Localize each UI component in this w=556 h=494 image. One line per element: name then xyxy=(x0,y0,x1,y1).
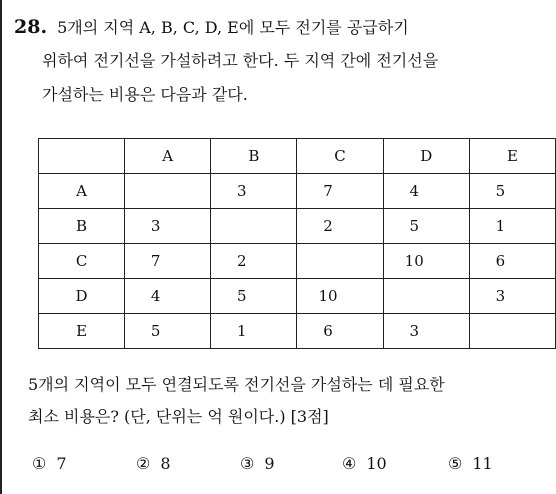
question-condition xyxy=(28,369,548,433)
question-text-line-1: 5개의 지역 A, B, C, D, E에 모두 전기를 공급하기 xyxy=(57,18,409,37)
question-line-1 xyxy=(14,10,544,44)
cell-value: 2 xyxy=(237,252,247,270)
cell-value: 4 xyxy=(150,287,161,305)
row-header: A xyxy=(39,174,125,209)
table-cell xyxy=(211,279,297,314)
table-row xyxy=(39,279,556,314)
cell-value: 1 xyxy=(495,217,506,235)
cell-value: 10 xyxy=(404,252,424,270)
choice-number: ① xyxy=(32,454,47,473)
cell-value: 5 xyxy=(495,182,506,200)
row-header: E xyxy=(39,314,125,349)
table-cell xyxy=(383,174,469,209)
table-cell xyxy=(383,314,469,349)
cell-value: 5 xyxy=(237,287,247,305)
table-cell xyxy=(211,209,297,244)
table-cell xyxy=(125,314,211,349)
question-number: 28. xyxy=(14,16,48,38)
table-cell xyxy=(297,174,383,209)
choice-1[interactable] xyxy=(32,448,67,480)
table-cell xyxy=(125,244,211,279)
choice-value: 8 xyxy=(160,454,171,473)
cell-value: 3 xyxy=(150,217,161,235)
cell-value: 5 xyxy=(150,322,161,340)
row-header: C xyxy=(39,244,125,279)
question-text-line-2: 위하여 전기선을 가설하려고 한다. 두 지역 간에 전기선을 xyxy=(42,51,439,70)
row-header: B xyxy=(39,209,125,244)
cell-value: 6 xyxy=(323,322,333,340)
table-row xyxy=(39,174,556,209)
table-cell xyxy=(211,314,297,349)
cell-value: 7 xyxy=(150,252,161,270)
choice-3[interactable] xyxy=(240,448,275,480)
choice-value: 9 xyxy=(264,454,275,473)
table-corner-cell xyxy=(39,139,125,174)
choice-number: ③ xyxy=(240,454,255,473)
table-cell xyxy=(297,314,383,349)
table-row xyxy=(39,244,556,279)
table-cell xyxy=(125,174,211,209)
question-text-line-3: 가설하는 비용은 다음과 같다. xyxy=(42,85,248,104)
column-header: C xyxy=(297,139,383,174)
table-cell xyxy=(297,244,383,279)
table-cell xyxy=(383,279,469,314)
question-stem xyxy=(14,10,544,112)
column-header: A xyxy=(125,139,211,174)
table-row xyxy=(39,209,556,244)
row-header: D xyxy=(39,279,125,314)
table-cell xyxy=(297,209,383,244)
table-cell xyxy=(469,174,555,209)
table-cell xyxy=(383,244,469,279)
choice-4[interactable] xyxy=(342,448,387,480)
table-cell xyxy=(211,174,297,209)
column-header: D xyxy=(383,139,469,174)
column-header: B xyxy=(211,139,297,174)
table-cell xyxy=(469,279,555,314)
cell-value: 10 xyxy=(318,287,338,305)
table-row xyxy=(39,314,556,349)
answer-choices xyxy=(32,448,552,480)
column-header: E xyxy=(469,139,555,174)
cell-value: 3 xyxy=(409,322,419,340)
choice-number: ② xyxy=(136,454,151,473)
cell-value: 3 xyxy=(237,182,247,200)
choice-number: ④ xyxy=(342,454,357,473)
choice-value: 7 xyxy=(56,454,67,473)
table-cell xyxy=(297,279,383,314)
cost-table xyxy=(38,138,556,349)
choice-2[interactable] xyxy=(136,448,171,480)
choice-value: 10 xyxy=(366,454,387,473)
table-cell xyxy=(469,209,555,244)
table-cell xyxy=(469,244,555,279)
table-cell xyxy=(383,209,469,244)
cell-value: 4 xyxy=(409,182,419,200)
table-header-row xyxy=(39,139,556,174)
cell-value: 1 xyxy=(237,322,247,340)
left-border-line xyxy=(0,0,2,494)
cell-value: 5 xyxy=(409,217,419,235)
choice-number: ⑤ xyxy=(448,454,463,473)
cell-value: 2 xyxy=(323,217,333,235)
condition-line-1: 5개의 지역이 모두 연결되도록 전기선을 가설하는 데 필요한 xyxy=(28,375,445,394)
cell-value: 7 xyxy=(323,182,333,200)
condition-line-2: 최소 비용은? (단, 단위는 억 원이다.) [3점] xyxy=(28,407,329,426)
cell-value: 6 xyxy=(495,252,506,270)
table-cell xyxy=(211,244,297,279)
table-cell xyxy=(469,314,555,349)
choice-5[interactable] xyxy=(448,448,493,480)
table-cell xyxy=(125,279,211,314)
choice-value: 11 xyxy=(472,454,493,473)
table-cell xyxy=(125,209,211,244)
cell-value: 3 xyxy=(495,287,506,305)
